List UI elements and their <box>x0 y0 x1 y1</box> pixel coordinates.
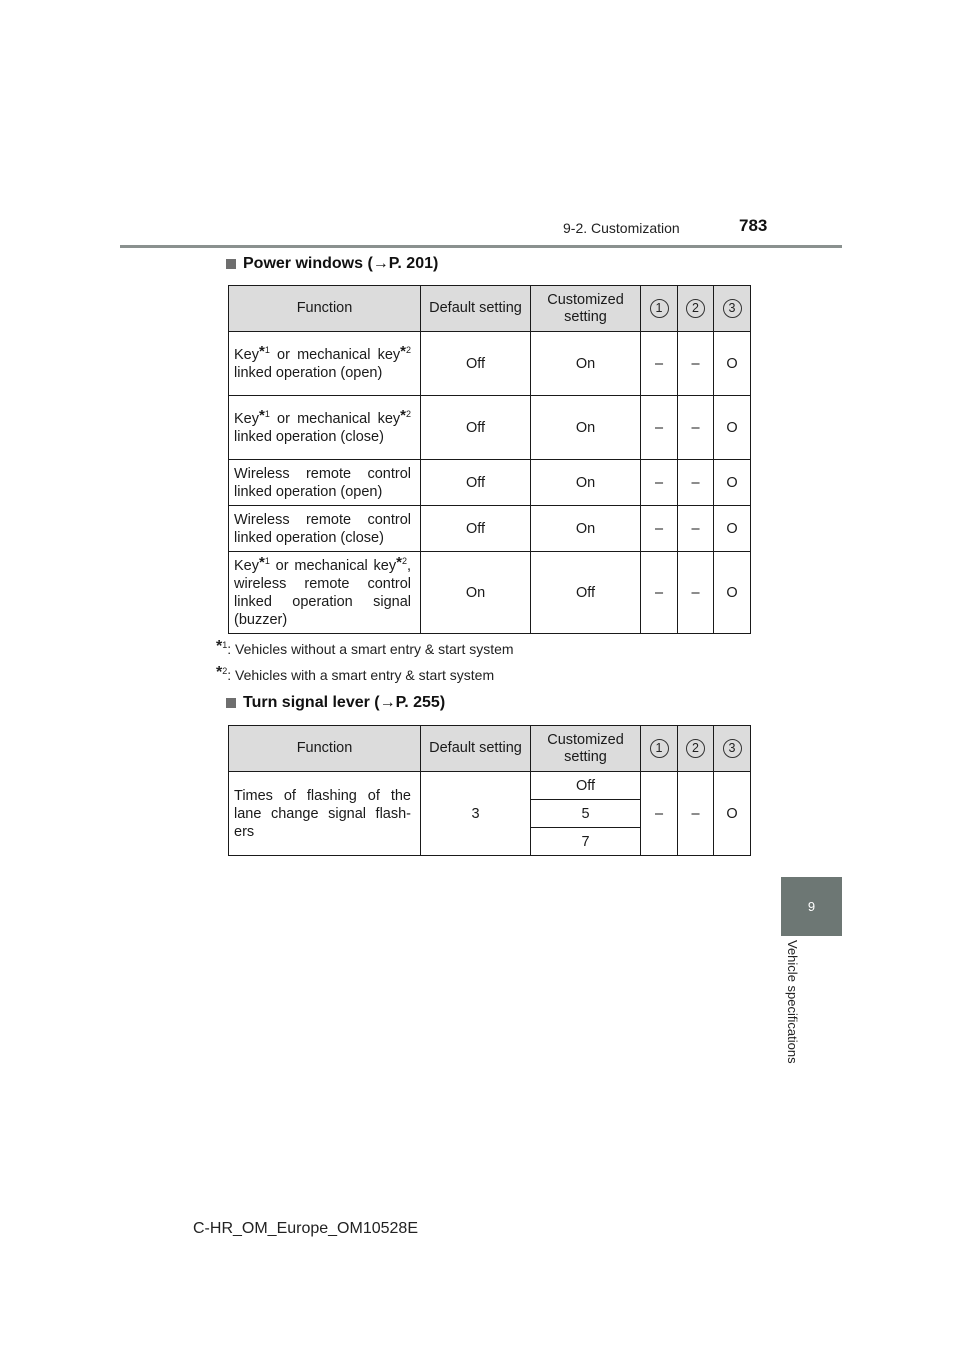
default-cell: Off <box>421 396 531 460</box>
circled-number-icon: 2 <box>686 739 705 758</box>
custom-cell: 5 <box>531 800 641 828</box>
footnote-text: : Vehicles without a smart entry & start system <box>227 641 514 657</box>
col1-cell: – <box>641 506 678 552</box>
table-row <box>229 396 751 460</box>
function-text: Key <box>234 410 259 427</box>
function-text: or mechanical key <box>269 410 401 427</box>
column-header-1 <box>641 286 678 332</box>
function-cell: Times of flashing of the lane change signal flash-ers <box>229 772 421 856</box>
power-windows-table <box>228 285 751 634</box>
function-cell <box>229 552 421 634</box>
col1-cell: – <box>641 772 678 856</box>
col2-cell: – <box>678 506 714 552</box>
table-row <box>229 772 751 800</box>
default-cell: 3 <box>421 772 531 856</box>
chapter-label-wrap <box>785 940 807 1090</box>
custom-cell: On <box>531 332 641 396</box>
footnote-mark: *1 <box>259 342 270 360</box>
footnote-text: : Vehicles with a smart entry & start system <box>227 667 495 683</box>
circled-number-icon: 1 <box>650 299 669 318</box>
column-header-customized-line1: Customized <box>547 291 624 308</box>
power-windows-title-text: Power windows (→P. 201) <box>243 255 439 272</box>
col1-cell: – <box>641 396 678 460</box>
col2-cell: – <box>678 772 714 856</box>
footnote-mark: *2 <box>216 664 228 682</box>
col3-cell: O <box>714 460 751 506</box>
table-row <box>229 506 751 552</box>
function-text: linked operation (close) <box>234 428 384 445</box>
col2-cell: – <box>678 332 714 396</box>
circled-number-icon: 3 <box>723 739 742 758</box>
default-cell: On <box>421 552 531 634</box>
footnote-mark: *1 <box>259 553 270 571</box>
document-id: C-HR_OM_Europe_OM10528E <box>193 1220 418 1237</box>
table-header-row <box>229 726 751 772</box>
function-cell <box>229 396 421 460</box>
chapter-label: Vehicle specifications <box>785 940 800 1064</box>
function-cell: Wireless remote control linked operation (close) <box>229 506 421 552</box>
table-row <box>229 332 751 396</box>
circled-number-icon: 1 <box>650 739 669 758</box>
custom-cell: On <box>531 396 641 460</box>
column-header-customized-line1: Customized <box>547 731 624 748</box>
table-header-row <box>229 286 751 332</box>
col1-cell: – <box>641 332 678 396</box>
footnote-mark: *1 <box>216 638 228 656</box>
col2-cell: – <box>678 460 714 506</box>
default-cell: Off <box>421 332 531 396</box>
circled-number-icon: 2 <box>686 299 705 318</box>
turn-signal-table <box>228 725 751 856</box>
function-text: linked operation (open) <box>234 364 383 381</box>
column-header-default: Default setting <box>421 286 531 332</box>
col3-cell: O <box>714 552 751 634</box>
table-row <box>229 552 751 634</box>
chapter-number: 9 <box>807 899 816 914</box>
col2-cell: – <box>678 552 714 634</box>
custom-cell: 7 <box>531 828 641 856</box>
default-cell: Off <box>421 460 531 506</box>
column-header-customized-line2: setting <box>564 748 607 765</box>
footnote-mark: *2 <box>400 342 411 360</box>
column-header-1 <box>641 726 678 772</box>
function-cell: Wireless remote control linked operation (open) <box>229 460 421 506</box>
footnote-1 <box>216 638 514 657</box>
col2-cell: – <box>678 396 714 460</box>
square-bullet-icon <box>226 698 236 708</box>
column-header-2 <box>678 286 714 332</box>
footnote-mark: *2 <box>400 406 411 424</box>
column-header-default: Default setting <box>421 726 531 772</box>
power-windows-title <box>226 255 438 273</box>
col1-cell: – <box>641 552 678 634</box>
function-text: Key <box>234 557 259 574</box>
function-text: or mechanical key <box>269 557 397 574</box>
section-heading: 9-2. Customization <box>563 220 680 236</box>
column-header-customized <box>531 726 641 772</box>
column-header-customized-line2: setting <box>564 308 607 325</box>
column-header-function: Function <box>229 286 421 332</box>
function-text: Key <box>234 346 259 363</box>
column-header-customized <box>531 286 641 332</box>
column-header-function: Function <box>229 726 421 772</box>
turn-signal-title <box>226 694 445 712</box>
col3-cell: O <box>714 772 751 856</box>
footnote-mark: *1 <box>259 406 270 424</box>
col1-cell: – <box>641 460 678 506</box>
function-text: , wireless remote control linked operation signal (buzzer) <box>234 557 411 628</box>
custom-cell: On <box>531 506 641 552</box>
custom-cell: Off <box>531 552 641 634</box>
column-header-2 <box>678 726 714 772</box>
col3-cell: O <box>714 396 751 460</box>
table-row <box>229 460 751 506</box>
page-number: 783 <box>739 216 768 235</box>
footnote-2 <box>216 664 495 683</box>
circled-number-icon: 3 <box>723 299 742 318</box>
col3-cell: O <box>714 506 751 552</box>
function-text: or mechanical key <box>269 346 401 363</box>
col3-cell: O <box>714 332 751 396</box>
footnote-mark: *2 <box>396 553 407 571</box>
chapter-tab[interactable] <box>781 877 842 936</box>
custom-cell: On <box>531 460 641 506</box>
column-header-3 <box>714 286 751 332</box>
function-cell <box>229 332 421 396</box>
default-cell: Off <box>421 506 531 552</box>
square-bullet-icon <box>226 259 236 269</box>
header-divider <box>120 245 842 248</box>
turn-signal-title-text: Turn signal lever (→P. 255) <box>243 694 446 711</box>
column-header-3 <box>714 726 751 772</box>
custom-cell: Off <box>531 772 641 800</box>
